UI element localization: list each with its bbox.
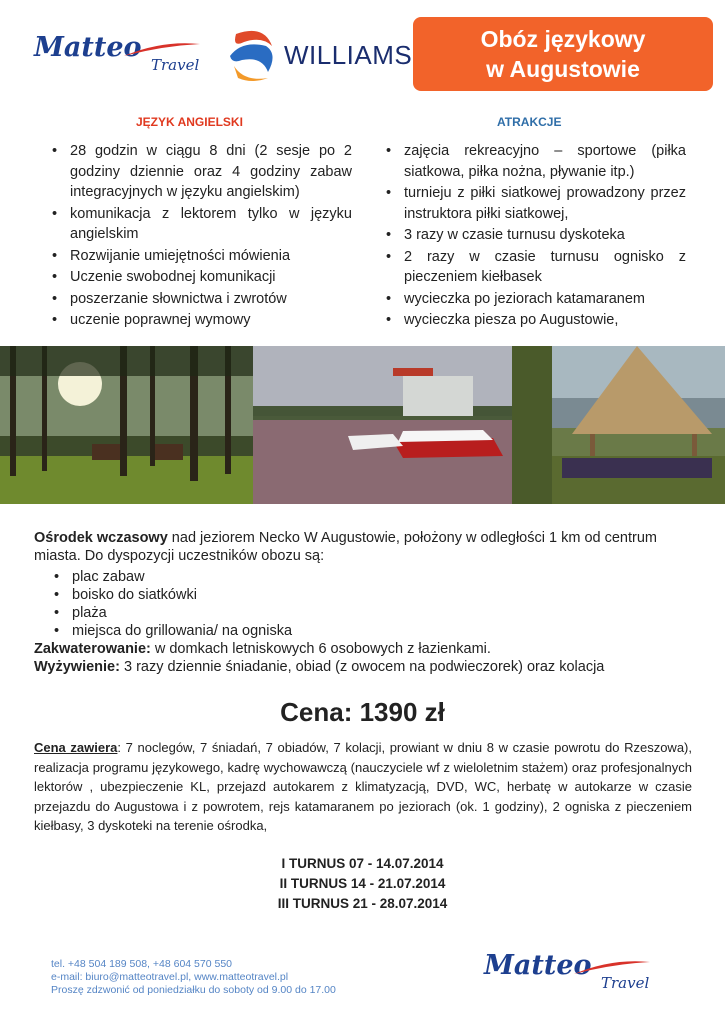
- list-item: • poszerzanie słownictwa i zwrotów: [52, 289, 352, 310]
- food-line: [34, 658, 694, 676]
- turnus-3: III TURNUS 21 - 28.07.2014: [277, 896, 448, 911]
- turnus-2: II TURNUS 14 - 21.07.2014: [279, 876, 446, 891]
- list-item: • boisko do siatkówki: [54, 586, 292, 604]
- attractions-heading: ATRAKCJE: [497, 115, 562, 129]
- english-list: [52, 141, 352, 332]
- list-item: • uczenie poprawnej wymowy: [52, 310, 352, 331]
- footer-email[interactable]: e-mail: biuro@matteotravel.pl, www.matteotravel.pl: [51, 971, 289, 983]
- facility-label: Ośrodek wczasowy: [34, 530, 168, 546]
- facility-text: nad jeziorem Necko W Augustowie, położony w odległości 1 km od centrum miasta. Do dyspozycji uczestników obozu są:: [34, 530, 657, 564]
- matteo-travel-logo-footer: [484, 950, 654, 998]
- photo-forest-cabins: [0, 346, 253, 504]
- logo-travel: Travel: [601, 974, 650, 992]
- accommodation-line: [34, 640, 694, 658]
- list-item: • 3 razy w czasie turnusu dyskoteka: [386, 225, 686, 246]
- accommodation-text: w domkach letniskowych 6 osobowych z łazienkami.: [150, 641, 491, 657]
- attractions-list: [386, 141, 686, 332]
- list-item: • komunikacja z lektorem tylko w języku angielskim: [52, 204, 352, 245]
- turnus-1: I TURNUS 07 - 14.07.2014: [281, 856, 444, 871]
- list-item: • plaża: [54, 604, 292, 622]
- includes-text: : 7 noclegów, 7 śniadań, 7 obiadów, 7 kolacji, prowiant w dniu 8 w czasie powrotu do Rzeszowa), realizacja programu językowego, kadrę wychowawczą (nauczyciele wf z wieloletnim stażem) oraz profesjonalnych lektorów , ubezpieczenie KL, przejazd autokarem z klimatyzacją, DVD, WC, herbatę w autokarze w czasie przejazdu do Augustowa i z powrotem, rejs katamaranem po jeziorach (ok. 1 godziny), 2 ogniska z pieczeniem kiełbasy, 3 dyskoteki na terenie ośrodka,: [34, 740, 692, 833]
- accommodation-label: Zakwaterowanie:: [34, 641, 151, 657]
- logo-word: Matteo: [484, 950, 592, 981]
- title-banner: [413, 17, 713, 91]
- english-heading: JĘZYK ANGIELSKI: [136, 115, 243, 129]
- price: Cena: 1390 zł: [280, 697, 445, 727]
- footer-hours: Proszę zdzwonić od poniedziałku do soboty od 9.00 do 17.00: [51, 984, 336, 996]
- list-item: • Uczenie swobodnej komunikacji: [52, 267, 352, 288]
- list-item: • 28 godzin w ciągu 8 dni (2 sesje po 2 godziny dziennie oraz 4 godziny zabaw integracyjnych w języku angielskim): [52, 141, 352, 203]
- williams-name: WILLIAMS: [284, 40, 413, 70]
- williams-logo: [222, 22, 412, 88]
- list-item: • 2 razy w czasie turnusu ognisko z pieczeniem kiełbasek: [386, 247, 686, 288]
- list-item: • Rozwijanie umiejętności mówienia: [52, 246, 352, 267]
- list-item: • plac zabaw: [54, 568, 292, 586]
- price-includes: [34, 738, 692, 836]
- list-item: • zajęcia rekreacyjno – sportowe (piłka siatkowa, piłka nożna, pływanie itp.): [386, 141, 686, 182]
- title-line-2: w Augustowie: [486, 56, 640, 82]
- footer-phone: tel. +48 504 189 508, +48 604 570 550: [51, 958, 232, 970]
- list-item: • wycieczka piesza po Augustowie,: [386, 310, 686, 331]
- food-label: Wyżywienie:: [34, 659, 120, 675]
- title-line-1: Obóz językowy: [480, 26, 646, 52]
- food-text: 3 razy dziennie śniadanie, obiad (z owocem na podwieczorek) oraz kolacja: [119, 659, 605, 675]
- matteo-travel-logo: [34, 32, 204, 80]
- list-item: • turnieju z piłki siatkowej prowadzony przez instruktora piłki siatkowej,: [386, 183, 686, 224]
- photo-gazebo-campfire: [512, 346, 725, 504]
- list-item: • miejsca do grillowania/ na ogniska: [54, 622, 292, 640]
- logo-word: Matteo: [34, 32, 142, 63]
- amenities-list: [54, 568, 292, 640]
- includes-label: Cena zawiera: [34, 740, 118, 755]
- list-item: • wycieczka po jeziorach katamaranem: [386, 289, 686, 310]
- facility-paragraph: [34, 529, 694, 565]
- logo-travel: Travel: [151, 56, 200, 74]
- photo-lake-boats: [253, 346, 512, 504]
- williams-emblem-icon: [222, 26, 282, 86]
